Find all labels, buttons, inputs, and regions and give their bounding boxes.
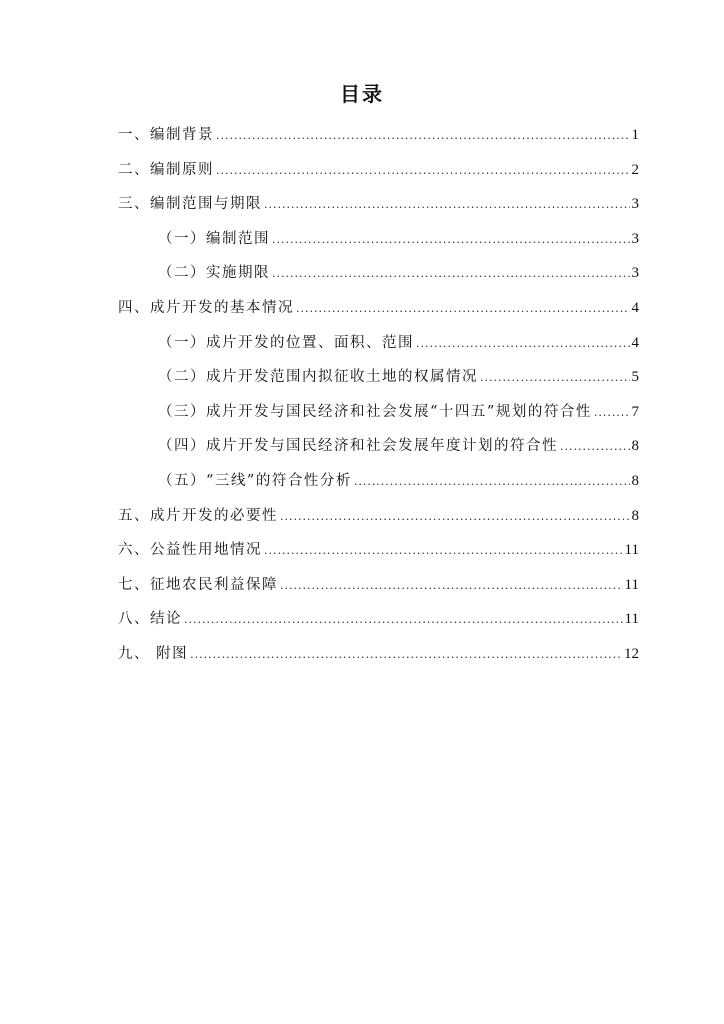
toc-dot-leader xyxy=(216,119,630,154)
toc-title: 目录 xyxy=(340,82,384,106)
toc-page-number: 8 xyxy=(631,507,639,524)
toc-entry[interactable] xyxy=(118,429,639,464)
toc-entry-label: 三、编制范围与期限 xyxy=(118,196,262,213)
toc-entry[interactable] xyxy=(118,153,639,188)
toc-dot-leader xyxy=(480,361,630,396)
toc-entry-label: （四）成片开发与国民经济和社会发展年度计划的符合性 xyxy=(158,438,558,455)
toc-entry-label: 九、 附图 xyxy=(118,645,189,662)
toc-page-number: 3 xyxy=(631,265,639,282)
toc-page-number: 7 xyxy=(631,403,639,420)
toc-page-number: 11 xyxy=(624,576,639,593)
toc-dot-leader xyxy=(272,257,630,292)
toc-entry-label: （二）成片开发范围内拟征收土地的权属情况 xyxy=(158,369,478,386)
toc-entry[interactable] xyxy=(118,291,639,326)
toc-entry[interactable] xyxy=(118,533,639,568)
toc-entry[interactable] xyxy=(118,222,639,257)
toc-entry[interactable] xyxy=(118,499,639,534)
toc-dot-leader xyxy=(594,396,630,431)
toc-page-number: 8 xyxy=(631,472,639,489)
toc-entry-label: （二）实施期限 xyxy=(158,265,270,282)
toc-page-number: 3 xyxy=(631,230,639,247)
toc-entry[interactable] xyxy=(118,464,639,499)
toc-dot-leader xyxy=(264,188,630,223)
toc-page-number: 4 xyxy=(631,334,639,351)
toc-entry-label: （一）编制范围 xyxy=(158,230,270,247)
toc-page-number: 11 xyxy=(624,611,639,628)
toc-dot-leader xyxy=(560,430,630,465)
toc-entry[interactable] xyxy=(118,395,639,430)
toc-dot-leader xyxy=(280,500,630,535)
toc-entry-label: 五、成片开发的必要性 xyxy=(118,507,278,524)
toc-page-number: 8 xyxy=(631,438,639,455)
toc-dot-leader xyxy=(280,569,623,604)
toc-entry[interactable] xyxy=(118,637,639,672)
toc-entry[interactable] xyxy=(118,326,639,361)
toc-page-number: 3 xyxy=(631,196,639,213)
toc-entry[interactable] xyxy=(118,187,639,222)
toc-dot-leader xyxy=(272,223,630,258)
toc-entry[interactable] xyxy=(118,256,639,291)
toc-entry[interactable] xyxy=(118,568,639,603)
toc-dot-leader xyxy=(216,154,630,189)
toc-entry[interactable] xyxy=(118,602,639,637)
toc-dot-leader xyxy=(354,465,630,500)
toc-entry-label: （一）成片开发的位置、面积、范围 xyxy=(158,334,414,351)
toc-list xyxy=(118,118,639,672)
toc-entry-label: 一、编制背景 xyxy=(118,127,214,143)
toc-page-number: 2 xyxy=(631,161,639,178)
toc-page-number: 11 xyxy=(624,542,639,559)
toc-entry-label: 七、征地农民利益保障 xyxy=(118,576,278,593)
toc-entry-label: （三）成片开发与国民经济和社会发展“十四五”规划的符合性 xyxy=(158,403,592,420)
toc-dot-leader xyxy=(296,292,630,327)
toc-page-number: 1 xyxy=(631,127,639,143)
toc-entry-label: 四、成片开发的基本情况 xyxy=(118,299,294,316)
toc-dot-leader xyxy=(184,603,623,638)
toc-entry-label: 八、结论 xyxy=(118,611,182,628)
toc-page-number: 12 xyxy=(624,645,639,662)
toc-entry-label: （五）“三线”的符合性分析 xyxy=(158,472,352,489)
toc-entry[interactable] xyxy=(118,118,639,153)
toc-dot-leader xyxy=(416,327,630,362)
toc-page-number: 5 xyxy=(631,369,639,386)
toc-entry[interactable] xyxy=(118,360,639,395)
toc-entry-label: 六、公益性用地情况 xyxy=(118,542,262,559)
toc-page-number: 4 xyxy=(631,299,639,316)
toc-dot-leader xyxy=(190,638,622,673)
toc-entry-label: 二、编制原则 xyxy=(118,161,214,178)
toc-dot-leader xyxy=(264,534,623,569)
